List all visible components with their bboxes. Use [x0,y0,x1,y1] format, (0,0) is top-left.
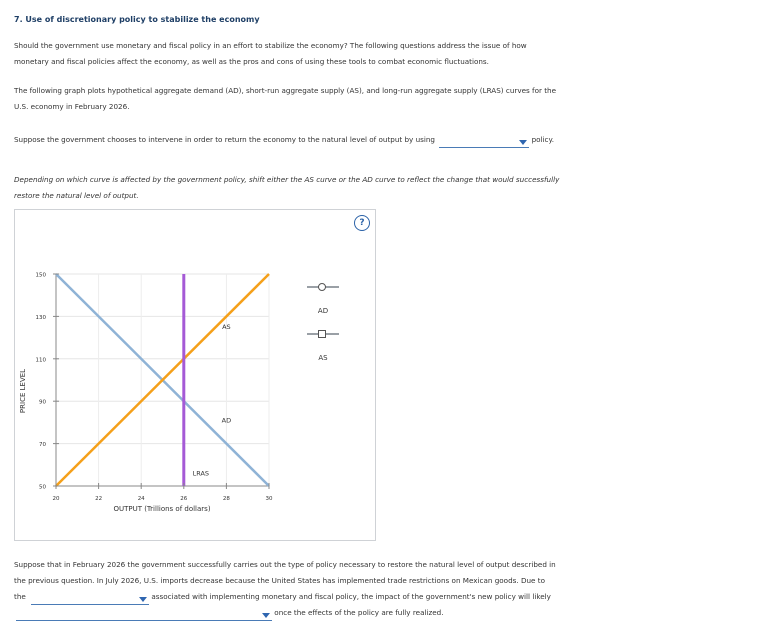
followup-line-3 [14,589,654,605]
intervene-suffix: policy. [531,135,555,144]
graph-desc-line-2: U.S. economy in February 2026. [14,102,130,111]
legend-as[interactable] [307,331,339,363]
as-curve-label: AS [222,323,231,332]
y-tick-label: 110 [35,357,46,364]
legend-ad[interactable] [307,284,339,316]
chevron-down-icon [139,597,147,602]
x-axis-label: OUTPUT (Trillions of dollars) [113,505,211,513]
x-tick-label: 30 [265,496,273,502]
legend-as-label: AS [318,354,328,362]
policy-type-dropdown[interactable] [439,137,529,148]
intro-line-1: Should the government use monetary and fiscal policy in an effort to stabilize the economy? The following questions address the issue of how [14,41,527,50]
chevron-down-icon [519,140,527,145]
followup-line-1: Suppose that in February 2026 the government successfully carries out the type of policy necessary to restore the natural level of output described in [14,560,556,569]
graph-description [14,83,639,115]
followup-line-4 [14,605,654,621]
as-legend-marker[interactable] [319,331,326,338]
instruction-line-1: Depending on which curve is affected by the government policy, shift either the AS curve or the AD curve to reflect the change that would successfully [14,175,560,184]
impact-dropdown[interactable] [16,610,272,621]
y-tick-label: 150 [35,272,46,279]
intervene-sentence [14,132,754,148]
ad-legend-marker[interactable] [319,284,326,291]
lras-curve-label: LRAS [192,469,210,478]
help-icon[interactable]: ? [354,215,370,231]
followup-line-4-suffix: once the effects of the policy are fully realized. [274,608,444,617]
intervene-text: Suppose the government chooses to intervene in order to return the economy to the natural level of output by using [14,135,435,144]
intro-paragraph [14,38,639,70]
legend-ad-label: AD [317,307,329,315]
x-tick-label: 22 [95,496,103,502]
x-tick-label: 24 [137,496,145,502]
followup-line-2: the previous question. In July 2026, U.S. imports decrease because the United States has implemented trade restrictions on Mexican goods. Due to [14,576,545,585]
x-tick-label: 26 [180,496,188,502]
y-axis-label: PRICE LEVEL [19,368,27,414]
followup-paragraph [14,557,654,621]
followup-line-3-suffix: associated with implementing monetary and fiscal policy, the impact of the government's new policy will likely [151,592,551,601]
ad-curve-label: AD [221,416,232,425]
ad-as-graph [14,209,374,539]
intro-line-2: monetary and fiscal policies affect the economy, as well as the pros and cons of using these tools to combat economic fluctuations. [14,57,489,66]
x-tick-label: 28 [222,496,230,502]
y-tick-label: 90 [39,399,46,406]
question-title: 7. Use of discretionary policy to stabilize the economy [14,15,260,24]
graph-curves [56,274,269,486]
graph-desc-line-1: The following graph plots hypothetical aggregate demand (AD), short-run aggregate supply (AS), and long-run aggregate supply (LRAS) curves for the [14,86,556,95]
instruction-paragraph [14,172,654,204]
followup-line-3-prefix: the [14,592,26,601]
chevron-down-icon [262,613,270,618]
y-tick-label: 50 [39,484,46,491]
y-tick-label: 130 [35,314,46,321]
x-tick-label: 20 [52,496,60,502]
lag-type-dropdown[interactable] [31,594,149,605]
instruction-line-2: restore the natural level of output. [14,191,139,200]
y-tick-label: 70 [39,442,46,449]
